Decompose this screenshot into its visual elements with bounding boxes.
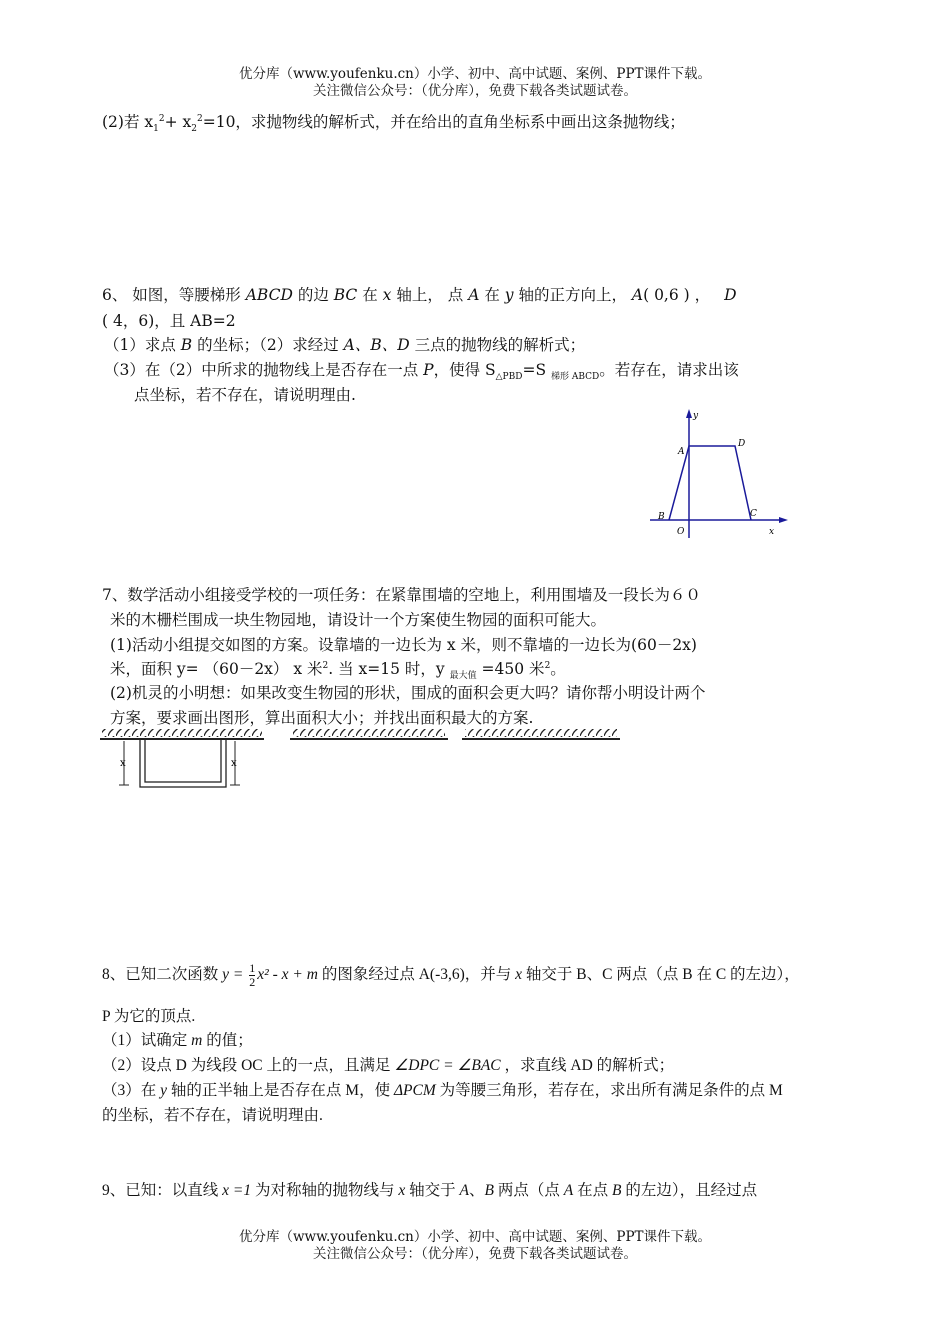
q6-line-3: （1）求点 B 的坐标；（2）求经过 A、B、D 三点的抛物线的解析式； xyxy=(104,336,586,354)
dim-left-x: x xyxy=(120,758,126,769)
q8-line-2: P 为它的顶点. xyxy=(102,1008,196,1025)
q8-line-5: （3）在 y 轴的正半轴上是否存在点 M，使 ΔPCM 为等腰三角形，若存在，求出所有满足条件的点 M xyxy=(102,1082,783,1099)
q7-line-4: 米，面积 y= （60－2x） x 米$^2$. 当 x=15 时，y $_{最大值}$ =450 米$^2$。 xyxy=(110,660,566,682)
header-line-1: 优分库（www.youfenku.cn）小学、初中、高中试题、案例、PPT课件下载。 xyxy=(238,66,712,82)
footer-line-1: 优分库（www.youfenku.cn）小学、初中、高中试题、案例、PPT课件下载。 xyxy=(238,1229,712,1245)
q8-line-3: （1）试确定 m 的值； xyxy=(102,1032,253,1049)
q7-line-2: 米的木栅栏围成一块生物园地，请设计一个方案使生物园的面积可能大。 xyxy=(110,611,607,629)
label-y: y xyxy=(693,411,699,421)
q7-line-1: 7、数学活动小组接受学校的一项任务：在紧靠围墙的空地上，利用围墙及一段长为６０ xyxy=(102,586,701,604)
q6-line-2: ( 4，6)，且 AB=2 xyxy=(102,312,236,330)
label-c: C xyxy=(750,509,757,519)
q8-line-1: 8、已知二次函数 y = $\frac{1}{2}$ x² - x + m 的图象经过点 A(-3,6)，并与 x 轴交于 B、C 两点（点 B 在 C 的左边）， xyxy=(102,961,800,989)
y-axis-arrow xyxy=(686,409,692,418)
page-footer xyxy=(0,1229,950,1263)
q7-line-6: 方案，要求画出图形，算出面积大小；并找出面积最大的方案. xyxy=(110,709,534,727)
x-axis-arrow xyxy=(779,517,788,523)
label-a: A xyxy=(678,447,685,457)
q9-line-1: 9、已知：以直线 x =1 为对称轴的抛物线与 x 轴交于 A、B 两点（点 A 在点 B 的左边），且经过点 xyxy=(102,1182,758,1199)
q6-trapezoid-figure xyxy=(645,408,795,543)
wall-hatch-3 xyxy=(465,729,617,737)
q8-line-6: 的坐标，若不存在，请说明理由. xyxy=(102,1107,323,1124)
q8-line-4: （2）设点 D 为线段 OC 上的一点，且满足 ∠DPC = ∠BAC ，求直线 AD 的解析式； xyxy=(102,1057,675,1074)
label-o: O xyxy=(677,527,685,537)
trapezoid xyxy=(669,446,751,520)
fence-outer xyxy=(140,739,226,787)
label-d: D xyxy=(738,439,746,449)
label-x: x xyxy=(769,527,775,537)
q7-wall-figures xyxy=(100,728,630,798)
q6-line-5: 点坐标，若不存在，请说明理由. xyxy=(134,386,356,404)
fence-inner xyxy=(145,739,221,782)
q5-part2: (2)若 $x_1^2+ x_2^2=10$，求抛物线的解析式，并在给出的直角坐标系中画出这条抛物线； xyxy=(102,113,685,135)
q6-line-1: 6、 如图，等腰梯形 ABCD 的边 BC 在 x 轴上， 点 A 在 y 轴的正方向上， A( 0,6 ) ， D xyxy=(102,286,737,304)
wall-hatch-2 xyxy=(293,729,445,737)
fraction-half: $\frac{1}{2}$ xyxy=(249,961,256,989)
dim-right-x: x xyxy=(231,758,237,769)
footer-line-2: 关注微信公众号：（优分库），免费下载各类试题试卷。 xyxy=(313,1246,637,1262)
wall-hatch-1 xyxy=(102,729,262,737)
q7-line-5: (2)机灵的小明想：如果改变生物园的形状，围成的面积会更大吗？请你帮小明设计两个 xyxy=(110,684,706,702)
label-b: B xyxy=(658,512,665,522)
q7-line-3: (1)活动小组提交如图的方案。设靠墙的一边长为 x 米，则不靠墙的一边长为(60－2x) xyxy=(110,636,697,654)
header-line-2: 关注微信公众号：（优分库），免费下载各类试题试卷。 xyxy=(313,83,637,99)
q6-line-4: （3）在（2）中所求的抛物线上是否存在一点 P，使得 $S_{\triangle PBD}=S$ $_{梯形 ABCD}$。若存在，请求出该 xyxy=(104,361,739,383)
page-header xyxy=(0,66,950,100)
